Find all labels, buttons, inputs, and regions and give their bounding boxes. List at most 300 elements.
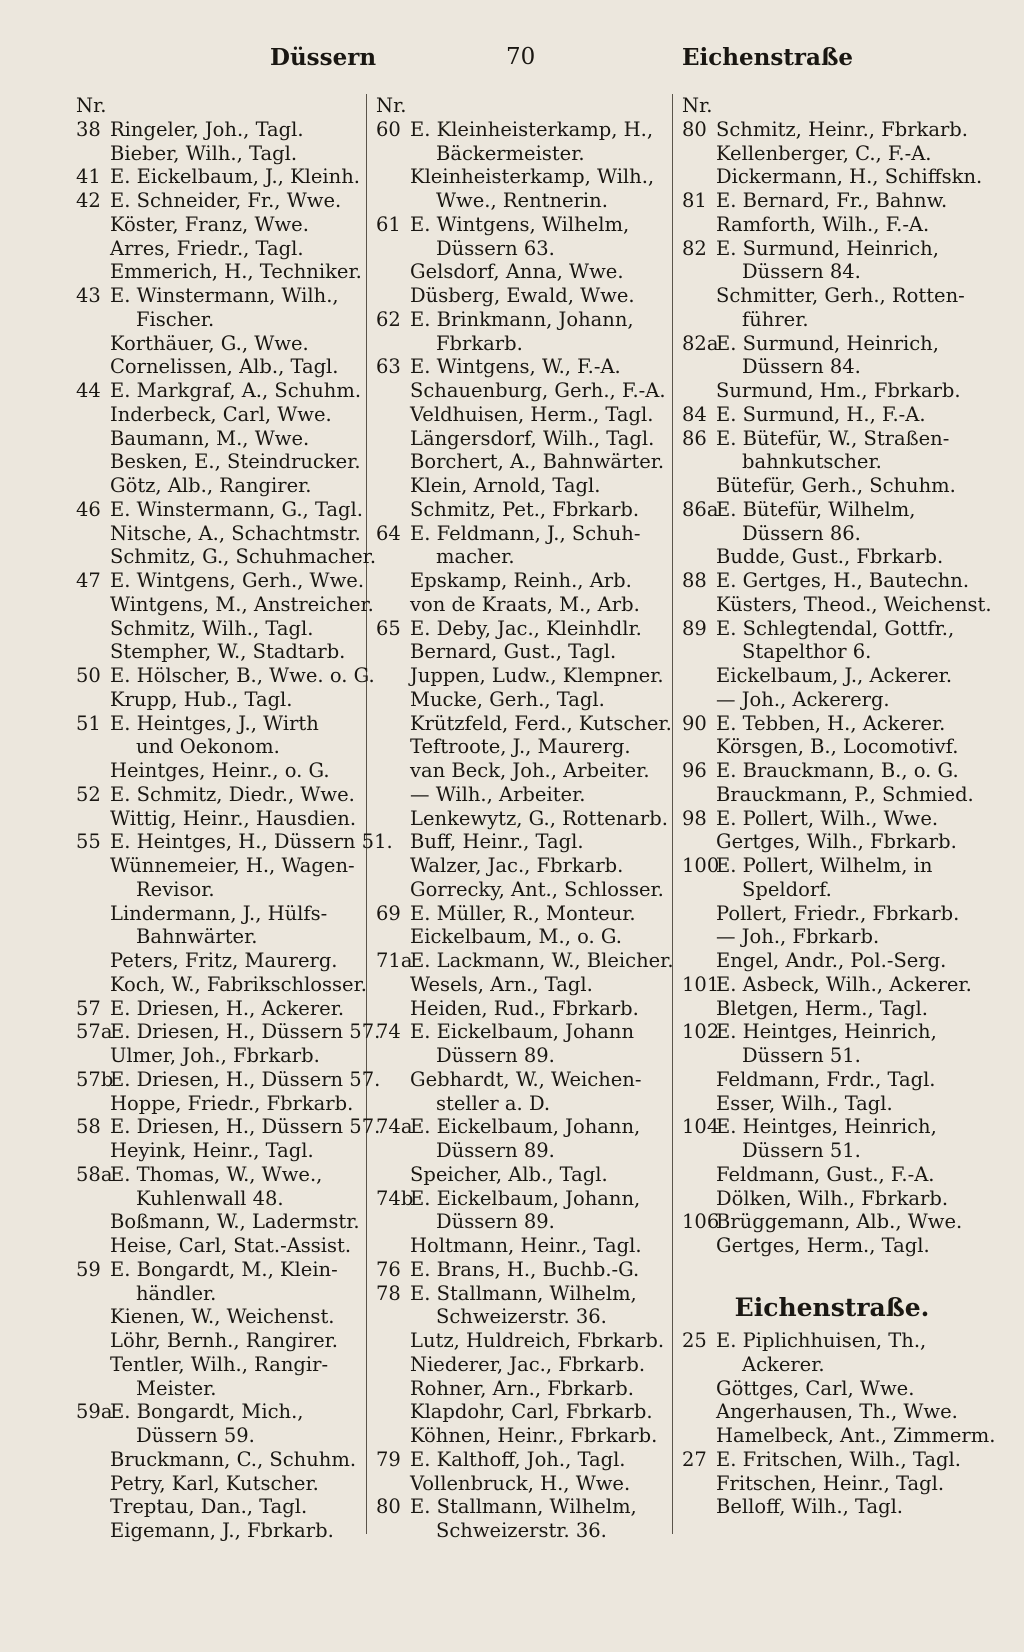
- entry-text: Düssern 59.: [136, 1424, 255, 1447]
- entry-text: Arres, Friedr., Tagl.: [110, 236, 304, 260]
- entry-text: E. Surmund, Heinrich,: [716, 236, 939, 260]
- entry-text: händler.: [136, 1281, 217, 1305]
- directory-line: [76, 237, 362, 261]
- directory-line: [682, 902, 982, 926]
- heading-text: Nr.: [376, 94, 407, 117]
- house-number: 102: [682, 1020, 720, 1044]
- directory-line: [376, 1234, 668, 1258]
- entry-text: Düssern 89.: [436, 1139, 555, 1162]
- house-number: 57a: [76, 1020, 113, 1044]
- entry-text: Brauckmann, P., Schmied.: [716, 782, 974, 806]
- directory-line: [76, 1020, 381, 1044]
- entry-text: E. Brinkmann, Johann,: [410, 307, 634, 331]
- entry-text: Heintges, Heinr., o. G.: [110, 759, 330, 782]
- entry-text: führer.: [742, 307, 809, 331]
- entry-text: Ackerer.: [742, 1352, 825, 1376]
- directory-line: [682, 522, 982, 546]
- directory-line: [682, 854, 982, 878]
- directory-line: [682, 1210, 982, 1234]
- directory-line: [682, 308, 982, 332]
- directory-line: [76, 1353, 362, 1377]
- entry-text: Düssern 84.: [742, 260, 861, 284]
- directory-line: [682, 1092, 982, 1116]
- entry-text: E. Müller, R., Monteur.: [410, 901, 636, 925]
- entry-text: Lutz, Huldreich, Fbrkarb.: [410, 1329, 665, 1352]
- directory-line: [376, 1519, 668, 1543]
- entry-text: Löhr, Bernh., Rangirer.: [110, 1329, 339, 1352]
- directory-line: [682, 165, 982, 189]
- house-number: 25: [682, 1329, 707, 1352]
- house-number: 27: [682, 1447, 707, 1471]
- directory-line: [682, 260, 982, 284]
- directory-line: [682, 1139, 982, 1163]
- entry-text: Gertges, Wilh., Fbrkarb.: [716, 830, 957, 854]
- directory-line: [682, 1044, 982, 1068]
- entry-text: E. Schneider, Fr., Wwe.: [110, 189, 342, 212]
- directory-line: [76, 783, 362, 807]
- entry-text: Düssern 51.: [742, 1044, 861, 1067]
- directory-line: [376, 1139, 668, 1163]
- directory-line: [376, 1258, 668, 1282]
- house-number: 90: [682, 711, 707, 735]
- directory-line: [682, 142, 982, 166]
- house-number: 106: [682, 1210, 720, 1234]
- directory-line: [76, 807, 362, 831]
- directory-line: [376, 1210, 668, 1234]
- directory-line: [376, 1353, 668, 1377]
- directory-line: [76, 1044, 362, 1068]
- entry-text: Veldhuisen, Herm., Tagl.: [410, 402, 654, 426]
- page-number: 70: [506, 44, 536, 70]
- house-number: 57: [76, 996, 101, 1020]
- entry-text: Heyink, Heinr., Tagl.: [110, 1139, 314, 1162]
- directory-line: [376, 1282, 668, 1306]
- entry-text: Schauenburg, Gerh., F.-A.: [410, 379, 666, 402]
- directory-line: [682, 592, 992, 617]
- house-number: 46: [76, 497, 101, 521]
- directory-line: [682, 545, 982, 569]
- entry-text: E. Wintgens, Wilhelm,: [410, 212, 630, 236]
- entry-text: E. Driesen, H., Düssern 57.: [110, 1115, 381, 1139]
- directory-line: [376, 118, 668, 142]
- column-3: [682, 94, 996, 1519]
- entry-text: Heise, Carl, Stat.-Assist.: [110, 1234, 352, 1257]
- directory-line: [76, 735, 362, 759]
- directory-line: [682, 498, 982, 522]
- header-left-title: Düssern: [270, 44, 377, 71]
- house-number: 84: [682, 402, 707, 426]
- entry-text: E. Bütefür, W., Straßen-: [716, 426, 950, 450]
- column-2: [376, 94, 674, 1543]
- entry-text: Klein, Arnold, Tagl.: [410, 474, 601, 497]
- directory-line: [76, 1234, 362, 1258]
- house-number: 47: [76, 569, 101, 592]
- directory-line: [76, 355, 362, 379]
- house-number: 100: [682, 854, 720, 877]
- entry-text: Düssern 89.: [436, 1210, 555, 1234]
- column-heading: [76, 94, 362, 118]
- directory-line: [76, 450, 362, 474]
- directory-line: [376, 973, 668, 997]
- entry-text: Tentler, Wilh., Rangir-: [110, 1352, 329, 1376]
- entry-text: E. Schlegtendal, Gottfr.,: [716, 616, 955, 640]
- directory-line: [376, 189, 668, 213]
- house-number: 80: [376, 1495, 401, 1519]
- directory-line: [76, 569, 365, 593]
- directory-line: [682, 807, 982, 831]
- entry-text: E. Piplichhuisen, Th.,: [716, 1329, 927, 1352]
- entry-text: Teftroote, J., Maurerg.: [410, 735, 631, 759]
- house-number: 41: [76, 165, 101, 189]
- directory-line: [76, 332, 362, 356]
- directory-line: [376, 949, 674, 973]
- entry-text: E. Bongardt, M., Klein-: [110, 1257, 338, 1281]
- entry-text: Meister.: [136, 1376, 217, 1400]
- entry-text: Treptau, Dan., Tagl.: [110, 1495, 308, 1519]
- directory-line: [682, 1163, 982, 1187]
- directory-line: [682, 878, 982, 902]
- entry-text: Schweizerstr. 36.: [436, 1305, 607, 1329]
- directory-line: [682, 1400, 982, 1424]
- directory-line: [682, 617, 982, 641]
- house-number: 59a: [76, 1400, 113, 1424]
- entry-text: E. Brans, H., Buchb.-G.: [410, 1257, 640, 1281]
- entry-text: Gorrecky, Ant., Schlosser.: [410, 877, 664, 901]
- directory-line: [682, 640, 982, 664]
- directory-line: [682, 1115, 982, 1139]
- directory-line: [76, 498, 362, 522]
- house-number: 58: [76, 1115, 101, 1139]
- house-number: 86a: [682, 497, 719, 521]
- house-number: 59: [76, 1257, 101, 1281]
- entry-text: E. Surmund, Heinrich,: [716, 331, 939, 355]
- entry-text: E. Eickelbaum, Johann,: [410, 1186, 641, 1210]
- entry-text: Esser, Wilh., Tagl.: [716, 1091, 893, 1115]
- entry-text: Schmitz, Wilh., Tagl.: [110, 616, 314, 640]
- directory-line: [376, 1092, 668, 1116]
- directory-line: [682, 237, 982, 261]
- entry-text: E. Hölscher, B., Wwe. o. G.: [110, 664, 375, 687]
- directory-line: [376, 213, 668, 237]
- directory-line: [76, 1163, 362, 1187]
- directory-line: [76, 474, 362, 498]
- directory-line: [76, 1472, 362, 1496]
- directory-line: [376, 902, 668, 926]
- entry-text: E. Gertges, H., Bautechn.: [716, 569, 970, 592]
- house-number: 79: [376, 1447, 401, 1471]
- directory-line: [682, 1329, 982, 1353]
- entry-text: Krupp, Hub., Tagl.: [110, 687, 293, 711]
- directory-line: [76, 1187, 362, 1211]
- entry-text: Feldmann, Frdr., Tagl.: [716, 1067, 936, 1091]
- directory-line: [76, 427, 362, 451]
- directory-line: [76, 165, 362, 189]
- entry-text: E. Driesen, H., Düssern 57.: [110, 1020, 381, 1044]
- entry-text: Lindermann, J., Hülfs-: [110, 901, 328, 925]
- house-number: 81: [682, 189, 707, 212]
- directory-line: [76, 664, 375, 688]
- entry-text: — Wilh., Arbeiter.: [410, 782, 586, 806]
- directory-line: [376, 640, 668, 664]
- entry-text: Kuhlenwall 48.: [136, 1186, 284, 1210]
- entry-text: E. Pollert, Wilh., Wwe.: [716, 806, 939, 830]
- entry-text: Schmitz, Pet., Fbrkarb.: [410, 497, 640, 521]
- directory-line: [376, 783, 668, 807]
- directory-line: [76, 1258, 362, 1282]
- directory-line: [76, 1210, 362, 1234]
- directory-line: [682, 949, 982, 973]
- directory-line: [682, 1448, 982, 1472]
- house-number: 42: [76, 189, 101, 212]
- entry-text: Schmitz, G., Schuhmacher.: [110, 545, 377, 569]
- directory-line: [76, 617, 362, 641]
- entry-text: Wünnemeier, H., Wagen-: [110, 854, 355, 877]
- house-number: 96: [682, 759, 707, 782]
- directory-line: [76, 379, 362, 403]
- directory-line: [682, 735, 982, 759]
- directory-line: [376, 664, 668, 688]
- running-header: [0, 44, 1024, 78]
- entry-text: Holtmann, Heinr., Tagl.: [410, 1234, 642, 1257]
- entry-text: Feldmann, Gust., F.-A.: [716, 1162, 935, 1186]
- directory-line: [682, 403, 982, 427]
- entry-text: E. Driesen, H., Düssern 57.: [110, 1067, 381, 1091]
- directory-line: [76, 1115, 381, 1139]
- entry-text: van Beck, Joh., Arbeiter.: [410, 759, 650, 782]
- house-number: 74: [376, 1020, 401, 1044]
- entry-text: Schweizerstr. 36.: [436, 1519, 607, 1542]
- directory-line: [76, 925, 362, 949]
- house-number: 101: [682, 972, 720, 996]
- entry-text: E. Lackmann, W., Bleicher.: [410, 949, 674, 972]
- entry-text: Engel, Andr., Pol.-Serg.: [716, 949, 947, 972]
- entry-text: E. Bütefür, Wilhelm,: [716, 497, 916, 521]
- directory-line: [682, 450, 982, 474]
- directory-line: [76, 522, 362, 546]
- directory-line: [682, 474, 982, 498]
- entry-text: Fritschen, Heinr., Tagl.: [716, 1471, 945, 1495]
- house-number: 74a: [376, 1115, 413, 1139]
- entry-text: E. Surmund, H., F.-A.: [716, 402, 926, 426]
- entry-text: Wintgens, M., Anstreicher.: [110, 592, 374, 616]
- directory-line: [76, 830, 393, 854]
- directory-line: [76, 1329, 362, 1353]
- directory-line: [376, 522, 668, 546]
- directory-line: [76, 854, 362, 878]
- entry-text: Ramforth, Wilh., F.-A.: [716, 212, 930, 236]
- directory-line: [76, 308, 362, 332]
- entry-text: E. Kalthoff, Joh., Tagl.: [410, 1447, 626, 1471]
- entry-text: Pollert, Friedr., Fbrkarb.: [716, 901, 960, 925]
- entry-text: Walzer, Jac., Fbrkarb.: [410, 854, 624, 877]
- entry-text: Eickelbaum, J., Ackerer.: [716, 664, 953, 687]
- house-number: 57b: [76, 1067, 114, 1091]
- entry-text: Bieber, Wilh., Tagl.: [110, 141, 298, 165]
- entry-text: Wwe., Rentnerin.: [436, 189, 608, 212]
- entry-text: E. Winstermann, G., Tagl.: [110, 497, 363, 521]
- entry-text: Bahnwärter.: [136, 925, 258, 949]
- entry-text: Küsters, Theod., Weichenst.: [716, 592, 992, 616]
- house-number: 89: [682, 616, 707, 640]
- directory-line: [376, 1424, 668, 1448]
- directory-line: [376, 830, 668, 854]
- directory-line: [376, 569, 668, 593]
- entry-text: E. Schmitz, Diedr., Wwe.: [110, 782, 355, 806]
- directory-line: [682, 759, 982, 783]
- entry-text: Juppen, Ludw., Klempner.: [410, 664, 664, 687]
- entry-text: Borchert, A., Bahnwärter.: [410, 450, 665, 474]
- entry-text: Mucke, Gerh., Tagl.: [410, 687, 605, 711]
- heading-text: Nr.: [76, 94, 107, 117]
- entry-text: Speicher, Alb., Tagl.: [410, 1162, 608, 1186]
- entry-text: Düsberg, Ewald, Wwe.: [410, 284, 635, 307]
- directory-line: [682, 1377, 982, 1401]
- directory-line: [76, 1495, 362, 1519]
- entry-text: Hoppe, Friedr., Fbrkarb.: [110, 1091, 354, 1115]
- directory-line: [376, 355, 668, 379]
- entry-text: E. Wintgens, W., F.-A.: [410, 355, 621, 379]
- entry-text: Stempher, W., Stadtarb.: [110, 640, 346, 664]
- directory-line: [682, 1472, 982, 1496]
- directory-line: [376, 1187, 668, 1211]
- house-number: 38: [76, 117, 101, 141]
- entry-text: macher.: [436, 545, 515, 569]
- entry-text: Koch, W., Fabrikschlosser.: [110, 972, 367, 996]
- directory-line: [682, 1020, 982, 1044]
- entry-text: Besken, E., Steindrucker.: [110, 450, 361, 474]
- directory-line: [376, 1472, 668, 1496]
- section-title: Eichenstraße.: [734, 1292, 930, 1322]
- directory-line: [376, 1305, 668, 1329]
- entry-text: und Oekonom.: [136, 735, 280, 759]
- entry-text: E. Tebben, H., Ackerer.: [716, 711, 946, 735]
- directory-line: [376, 617, 668, 641]
- entry-text: E. Driesen, H., Ackerer.: [110, 996, 345, 1020]
- entry-text: Epskamp, Reinh., Arb.: [410, 569, 632, 592]
- house-number: 69: [376, 901, 401, 925]
- house-number: 52: [76, 782, 101, 806]
- column-heading: [682, 94, 982, 118]
- directory-line: [682, 1495, 982, 1519]
- entry-text: Fbrkarb.: [436, 331, 523, 355]
- entry-text: Längersdorf, Wilh., Tagl.: [410, 426, 655, 450]
- house-number: 76: [376, 1257, 401, 1281]
- directory-line: [682, 213, 982, 237]
- entry-text: E. Winstermann, Wilh.,: [110, 284, 339, 307]
- directory-line: [76, 759, 362, 783]
- entry-text: Dölken, Wilh., Fbrkarb.: [716, 1186, 949, 1210]
- entry-text: Körsgen, B., Locomotivf.: [716, 735, 959, 759]
- house-number: 104: [682, 1115, 720, 1139]
- directory-line: [376, 284, 668, 308]
- entry-text: E. Fritschen, Wilh., Tagl.: [716, 1447, 961, 1471]
- entry-text: Baumann, M., Wwe.: [110, 426, 310, 450]
- directory-line: [682, 1234, 982, 1258]
- directory-line: [376, 735, 668, 759]
- entry-text: Lenkewytz, G., Rottenarb.: [410, 806, 668, 830]
- directory-line: [76, 403, 362, 427]
- directory-line: [76, 1377, 362, 1401]
- entry-text: — Joh., Ackererg.: [716, 687, 890, 711]
- entry-text: Inderbeck, Carl, Wwe.: [110, 402, 332, 426]
- directory-line: [76, 118, 362, 142]
- directory-line: [76, 949, 362, 973]
- directory-line: [376, 711, 672, 736]
- entry-text: Düssern 51.: [742, 1139, 861, 1162]
- directory-line: [376, 379, 668, 403]
- house-number: 78: [376, 1281, 401, 1305]
- entry-text: steller a. D.: [436, 1091, 551, 1115]
- column-divider: [366, 94, 367, 1534]
- entry-text: Gertges, Herm., Tagl.: [716, 1234, 930, 1257]
- directory-line: [76, 1067, 381, 1092]
- directory-line: [682, 1424, 996, 1448]
- directory-line: [76, 260, 362, 284]
- entry-text: Emmerich, H., Techniker.: [110, 260, 362, 284]
- directory-line: [76, 1305, 362, 1329]
- entry-text: Kleinheisterkamp, Wilh.,: [410, 165, 655, 189]
- directory-line: [76, 142, 362, 166]
- entry-text: Bütefür, Gerh., Schuhm.: [716, 474, 956, 497]
- directory-line: [76, 1424, 362, 1448]
- entry-text: E. Pollert, Wilhelm, in: [716, 854, 933, 877]
- directory-line: [682, 284, 982, 308]
- directory-line: [682, 1068, 982, 1092]
- entry-text: Kienen, W., Weichenst.: [110, 1305, 335, 1329]
- directory-line: [376, 474, 668, 498]
- entry-text: Heiden, Rud., Fbrkarb.: [410, 996, 639, 1020]
- directory-line: [76, 997, 362, 1021]
- entry-text: von de Kraats, M., Arb.: [410, 592, 640, 616]
- entry-text: E. Heintges, J., Wirth: [110, 711, 319, 735]
- directory-line: [76, 1400, 362, 1424]
- entry-text: E. Heintges, H., Düssern 51.: [110, 830, 393, 854]
- column-divider: [672, 94, 673, 1534]
- directory-line: [76, 878, 362, 902]
- header-right-title: Eichenstraße: [682, 44, 854, 71]
- directory-line: [376, 688, 668, 712]
- entry-text: Cornelissen, Alb., Tagl.: [110, 355, 339, 379]
- entry-text: Petry, Karl, Kutscher.: [110, 1471, 319, 1495]
- house-number: 86: [682, 426, 707, 450]
- directory-line: [376, 1044, 668, 1068]
- entry-text: E. Eickelbaum, Johann,: [410, 1115, 641, 1139]
- directory-line: [376, 165, 668, 189]
- entry-text: Angerhausen, Th., Wwe.: [716, 1400, 958, 1424]
- directory-line: [682, 1187, 982, 1211]
- directory-line: [376, 1329, 668, 1353]
- directory-line: [76, 972, 367, 997]
- house-number: 64: [376, 521, 401, 545]
- directory-line: [76, 640, 362, 664]
- entry-text: Bruckmann, C., Schuhm.: [110, 1447, 357, 1471]
- house-number: 62: [376, 307, 401, 331]
- directory-line: [376, 1377, 668, 1401]
- entry-text: E. Brauckmann, B., o. G.: [716, 759, 959, 782]
- entry-text: Nitsche, A., Schachtmstr.: [110, 521, 361, 545]
- directory-line: [376, 807, 668, 831]
- entry-text: Köhnen, Heinr., Fbrkarb.: [410, 1424, 658, 1447]
- entry-text: E. Bongardt, Mich.,: [110, 1400, 304, 1424]
- house-number: 80: [682, 117, 707, 141]
- entry-text: Kellenberger, C., F.-A.: [716, 141, 932, 165]
- entry-text: Fischer.: [136, 307, 215, 331]
- directory-line: [376, 237, 668, 261]
- entry-text: Ringeler, Joh., Tagl.: [110, 117, 304, 141]
- directory-line: [376, 1448, 668, 1472]
- entry-text: Belloff, Wilh., Tagl.: [716, 1495, 904, 1519]
- entry-text: Wittig, Heinr., Hausdien.: [110, 806, 357, 830]
